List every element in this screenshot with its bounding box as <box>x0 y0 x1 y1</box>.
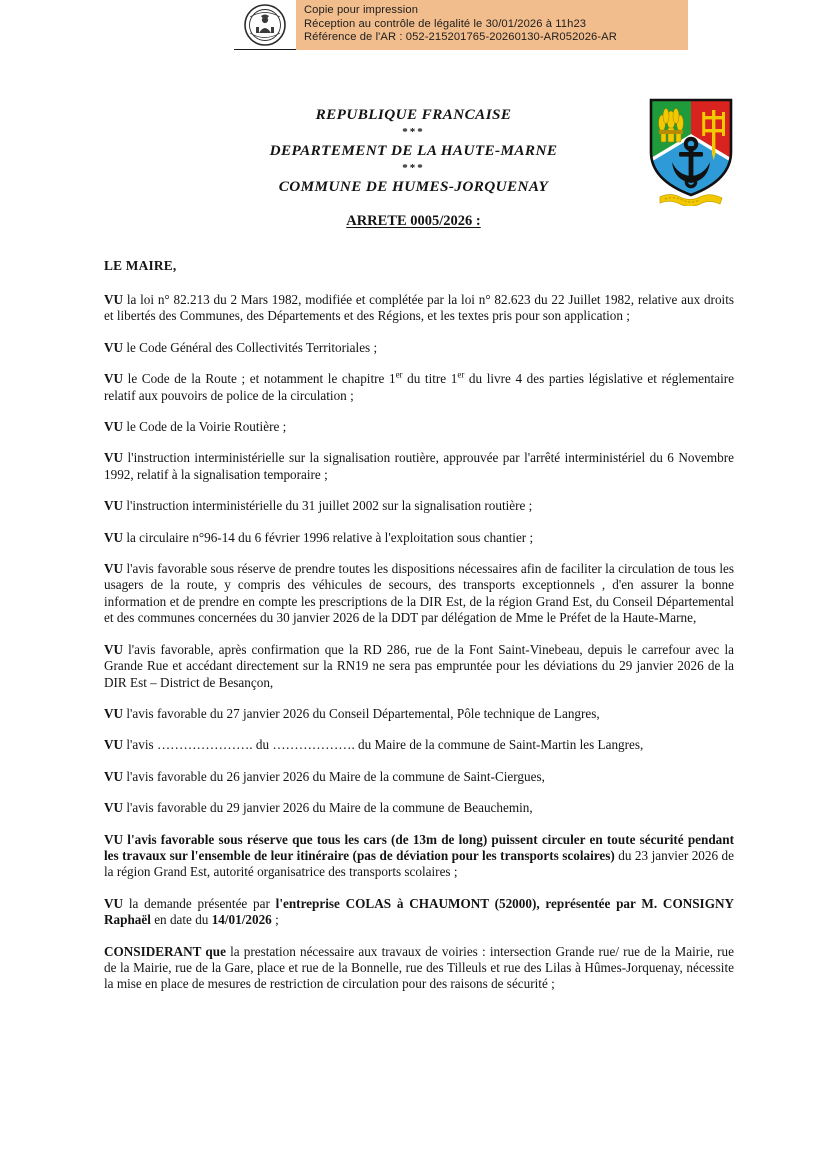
paragraph-lead: VU <box>104 895 124 911</box>
paragraph-text: la prestation nécessaire aux travaux de voiries : intersection Grande rue/ rue de la Mairie, rue de la Mairie, rue de la Gare, place et rue de la Bonnelle, rue des Tilleuls et rue des Lilas à Hûmes-Jorquenay, nécessite la mise en place de mesures de restriction de circulation pour des raisons de sécurité ; <box>104 943 734 992</box>
paragraph-text-2: en date du <box>150 912 212 928</box>
paragraph-text: l'avis favorable du 27 janvier 2026 du Conseil Départemental, Pôle technique de Langres, <box>123 705 600 721</box>
paragraph-text: l'avis favorable sous réserve de prendre toutes les dispositions nécessaires afin de faciliter la circulation de tous les usagers de la route, y compris des véhicules de secours, des transports exceptionnels , d'en assurer la bonne information et de prendre en compte les prescriptions de la DIR Est, de la région Grand Est, du Conseil Départemental et des communes concernées du 30 janvier 2026 de la DDT par délégation de Mme le Préfet de la Haute-Marne, <box>104 561 734 626</box>
paragraph-vu-loi-82213 <box>104 292 734 325</box>
paragraph-text: l'avis favorable du 29 janvier 2026 du Maire de la commune de Beauchemin, <box>123 800 533 816</box>
paragraph-vu-avis-beauchemin <box>104 800 734 816</box>
paragraph-bold-entreprise: l'entreprise COLAS à CHAUMONT (52000), représentée par M. CONSIGNY Raphaël <box>104 895 734 928</box>
paragraph-lead: VU <box>104 800 124 816</box>
title-separator-2: *** <box>402 162 425 174</box>
arrete-number-row <box>0 213 827 230</box>
title-departement: DEPARTEMENT DE LA HAUTE-MARNE <box>269 142 558 159</box>
paragraph-text: du 23 janvier 2026 de la région Grand Est, autorité organisatrice des transports scolaires ; <box>104 847 735 880</box>
paragraph-vu-code-route <box>104 371 734 404</box>
paragraph-text: l'avis …………………. du ………………. du Maire de la commune de Saint-Martin les Langres, <box>123 737 644 753</box>
paragraph-vu-instruction-1992 <box>104 450 734 483</box>
title-commune: COMMUNE DE HUMES-JORQUENAY <box>278 178 549 195</box>
paragraph-lead: VU <box>104 529 124 545</box>
paragraph-lead: VU <box>104 419 124 435</box>
paragraph-bold-text: l'avis favorable sous réserve que tous les cars (de 13m de long) puissent circuler en toute sécurité pendant les travaux sur l'ensemble de leur itinéraire (pas de déviation pour les transports scolaires) <box>104 831 734 863</box>
paragraph-lead: VU <box>104 641 124 657</box>
paragraph-text: le Code de la Voirie Routière ; <box>123 419 287 435</box>
paragraph-text: la loi n° 82.213 du 2 Mars 1982, modifiée et complétée par la loi n° 82.623 du 22 Juillet 1982, relative aux droits et libertés des Communes, des Départements et des Régions, et les textes pris pour son application ; <box>104 292 734 324</box>
paragraph-vu-avis-rd286 <box>104 642 734 691</box>
paragraph-text: l'avis favorable, après confirmation que la RD 286, rue de la Font Saint-Vinebeau, depuis le carrefour avec la Grande Rue et accédant directement sur la RN19 ne sera pas empruntée pour les déviations du 29 janvier 2026 de la DIR Est – District de Besançon, <box>104 641 734 690</box>
paragraph-vu-demande-colas <box>104 896 734 929</box>
document-body <box>104 258 734 1008</box>
commune-shield-icon <box>645 96 737 206</box>
paragraph-lead: VU <box>104 768 124 784</box>
paragraph-bold-que: que <box>201 943 226 959</box>
paragraph-lead: VU <box>104 561 124 577</box>
paragraph-vu-circulaire-96-14 <box>104 530 734 546</box>
paragraph-vu-voirie-routiere <box>104 419 734 435</box>
paragraph-vu-avis-conseil-departemental <box>104 706 734 722</box>
paragraph-vu-avis-saint-martin <box>104 737 734 753</box>
paragraph-lead: VU <box>104 737 124 753</box>
paragraph-text-3: ; <box>271 912 279 928</box>
stamp-line-reference: Référence de l'AR : 052-215201765-20260130-AR052026-AR <box>304 31 617 44</box>
paragraph-lead: VU <box>104 450 124 466</box>
paragraph-text: l'instruction interministérielle sur la signalisation routière, approuvée par l'arrêté interministériel du 6 Novembre 1992, relatif à la signalisation temporaire ; <box>104 450 734 482</box>
paragraph-considerant <box>104 944 734 993</box>
paragraph-vu-avis-transports-scolaires <box>104 832 734 881</box>
salutation-le-maire: LE MAIRE, <box>104 258 177 273</box>
paragraph-text: la circulaire n°96-14 du 6 février 1996 relative à l'exploitation sous chantier ; <box>123 529 534 545</box>
arrete-number: ARRETE 0005/2026 : <box>346 213 481 229</box>
paragraph-lead: CONSIDERANT <box>104 943 202 959</box>
title-separator-1: *** <box>402 126 425 138</box>
paragraph-text-1: la demande présentée par <box>123 895 276 911</box>
stamp-text-block <box>296 0 688 50</box>
paragraph-text: le Code de la Route ; et notamment le chapitre 1er du titre 1er du livre 4 des parties législative et réglementaire relatif aux pouvoirs de police de la circulation ; <box>104 369 734 403</box>
paragraph-vu-instruction-2002 <box>104 498 734 514</box>
coat-of-arms <box>645 96 737 206</box>
official-seal-box <box>234 0 296 50</box>
paragraph-lead: VU <box>104 371 124 387</box>
paragraph-vu-avis-saint-ciergues <box>104 769 734 785</box>
paragraph-lead: VU <box>104 292 124 307</box>
paragraph-vu-cgct <box>104 340 734 356</box>
paragraph-bold-date: 14/01/2026 <box>211 912 272 928</box>
paragraph-text: le Code Général des Collectivités Territoriales ; <box>123 339 378 355</box>
paragraph-lead: VU <box>104 498 124 514</box>
paragraph-text: l'avis favorable du 26 janvier 2026 du Maire de la commune de Saint-Ciergues, <box>123 768 545 784</box>
paragraph-lead: VU <box>104 705 124 721</box>
paragraph-lead: VU <box>104 339 124 355</box>
legality-control-stamp <box>234 0 688 50</box>
stamp-line-copy: Copie pour impression <box>304 4 419 16</box>
stamp-line-reception: Réception au contrôle de légalité le 30/01/2026 à 11h23 <box>304 17 587 30</box>
title-republique: REPUBLIQUE FRANCAISE <box>315 106 512 123</box>
paragraph-vu-avis-ddt <box>104 561 734 627</box>
paragraph-lead: VU <box>104 831 124 847</box>
circular-official-seal-icon <box>241 3 289 47</box>
paragraph-text: l'instruction interministérielle du 31 juillet 2002 sur la signalisation routière ; <box>123 498 533 514</box>
